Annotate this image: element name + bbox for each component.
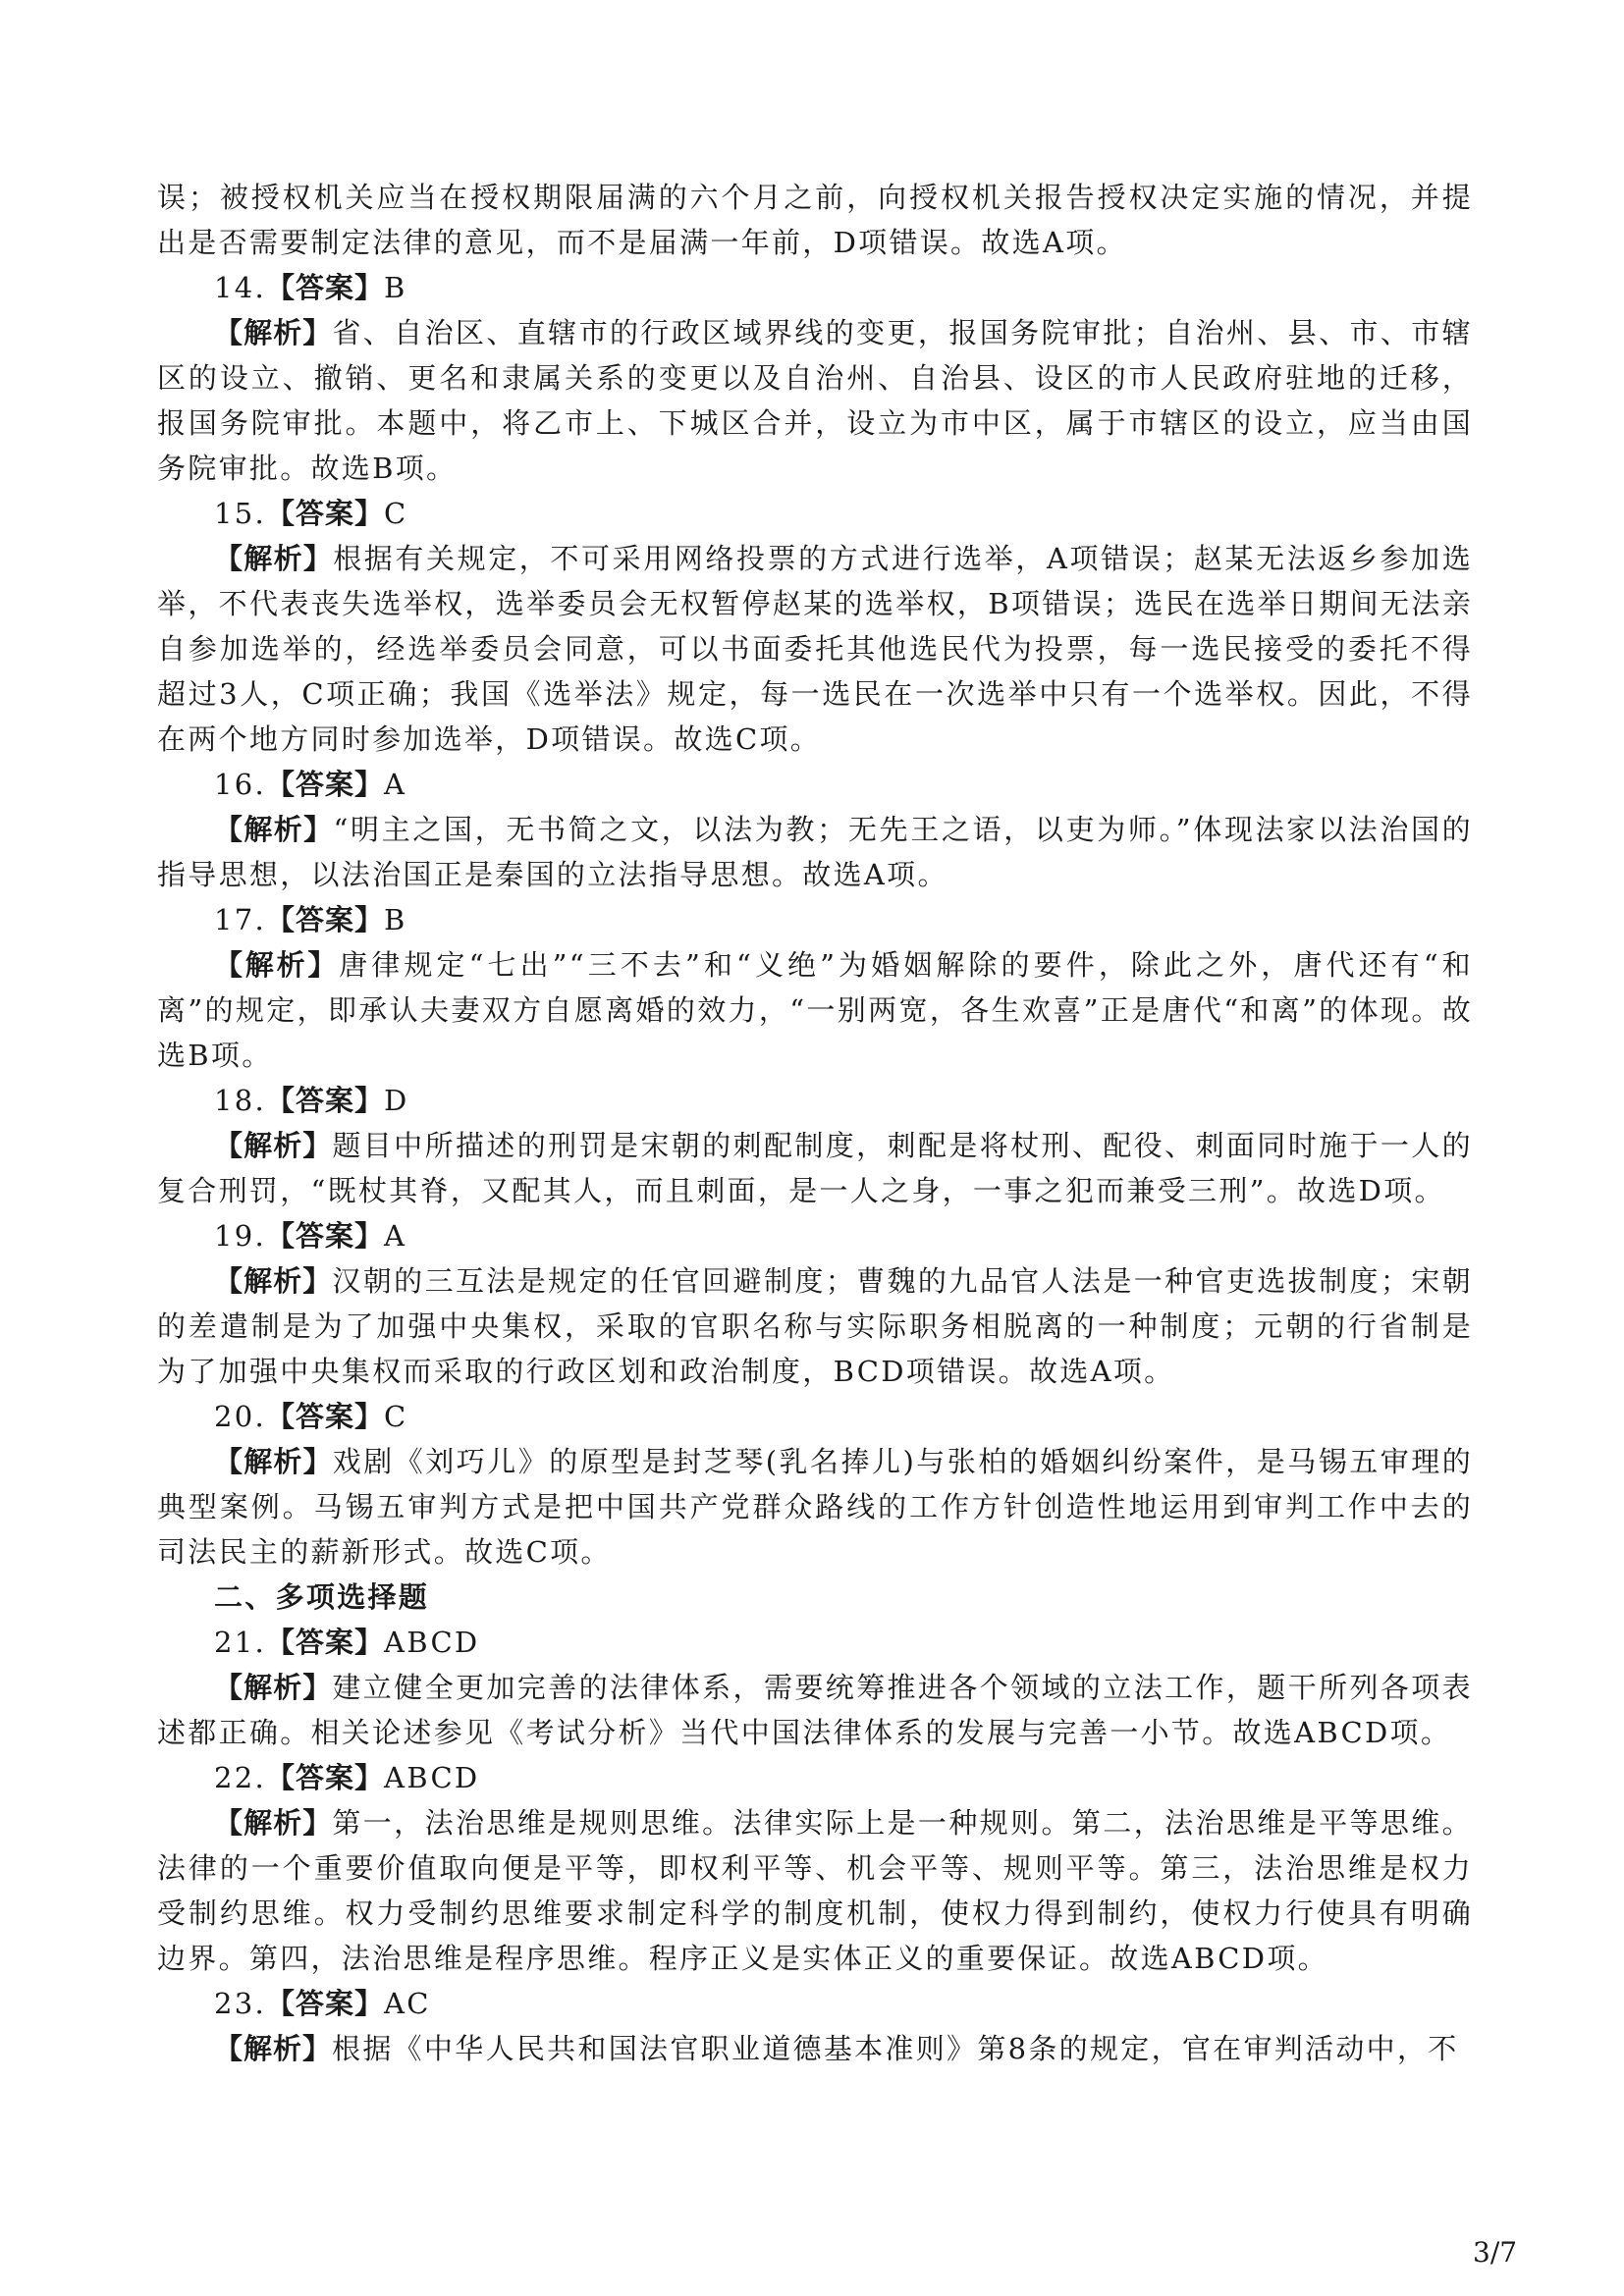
analysis-paragraph [157,2026,1473,2071]
analysis-paragraph [157,807,1473,897]
analysis-text: 建立健全更加完善的法律体系，需要统筹推进各个领域的立法工作，题干所列各项表述都正确。相关论述参见《考试分析》当代中国法律体系的发展与完善一小节。故选ABCD项。 [157,1671,1473,1749]
answer-value: C [384,497,408,530]
analysis-tag: 【解析】 [214,542,334,575]
answer-line [157,1078,1473,1123]
answer-num: 22. [214,1761,267,1794]
analysis-tag: 【解析】 [214,1806,333,1840]
analysis-text: 根据有关规定，不可采用网络投票的方式进行选举，A项错误；赵某无法返乡参加选举，不代表丧失选举权，选举委员会无权暂停赵某的选举权，B项错误；选民在选举日期间无法亲自参加选举的，经选举委员会同意，可以书面委托其他选民代为投票，每一选民接受的委托不得超过3人，C项正确；我国《选举法》规定，每一选民在一次选举中只有一个选举权。因此，不得在两个地方同时参加选举，D项错误。故选C项。 [157,542,1473,756]
answer-tag: 【答案】 [266,903,385,936]
analysis-text: 唐律规定“七出”“三不去”和“义绝”为婚姻解除的要件，除此之外，唐代还有“和离”的规定，即承认夫妻双方自愿离婚的效力，“一别两宽，各生欢喜”正是唐代“和离”的体现。故选B项。 [157,948,1473,1072]
analysis-text: “明主之国，无书简之文，以法为教；无先王之语，以吏为师。”体现法家以法治国的指导思想，以法治国正是秦国的立法指导思想。故选A项。 [157,813,1473,891]
answer-value: C [384,1400,408,1433]
answer-line [157,1394,1473,1439]
answer-tag: 【答案】 [266,1761,385,1794]
answer-value: AC [384,1987,431,2020]
answer-line [157,1755,1473,1800]
analysis-paragraph [157,1258,1473,1394]
answer-tag: 【答案】 [266,1400,385,1433]
analysis-paragraph [157,1665,1473,1755]
analysis-paragraph [157,310,1473,491]
answer-tag: 【答案】 [266,1626,385,1659]
answer-tag: 【答案】 [266,497,385,530]
answer-line [157,1620,1473,1665]
answer-num: 18. [214,1084,267,1117]
analysis-paragraph [157,1123,1473,1213]
answer-tag: 【答案】 [266,1219,385,1253]
answer-tag: 【答案】 [266,1987,385,2020]
answer-value: ABCD [384,1626,480,1659]
answer-line [157,762,1473,807]
answer-line [157,1213,1473,1258]
answer-line [157,265,1473,310]
analysis-paragraph [157,942,1473,1078]
answer-value: B [384,903,407,936]
answer-line [157,1981,1473,2026]
analysis-paragraph [157,1800,1473,1981]
page-number: 3/7 [1473,2236,1518,2269]
analysis-tag: 【解析】 [214,813,334,846]
section-heading: 二、多项选择题 [214,1580,430,1614]
analysis-tag: 【解析】 [214,1264,333,1298]
answer-num: 19. [214,1219,267,1253]
answer-line [157,491,1473,536]
analysis-text: 省、自治区、直辖市的行政区域界线的变更，报国务院审批；自治州、县、市、市辖区的设立、撤销、更名和隶属关系的变更以及自治州、自治县、设区的市人民政府驻地的迁移，报国务院审批。本题中，将乙市上、下城区合并，设立为市中区，属于市辖区的设立，应当由国务院审批。故选B项。 [157,316,1473,485]
continuation-paragraph [157,175,1473,265]
answer-num: 15. [214,497,267,530]
analysis-tag: 【解析】 [214,316,333,349]
answer-tag: 【答案】 [266,768,385,801]
answer-value: B [384,271,407,304]
answer-value: A [384,768,407,801]
analysis-text: 根据《中华人民共和国法官职业道德基本准则》第8条的规定，官在审判活动中，不 [332,2032,1459,2065]
analysis-paragraph [157,536,1473,762]
analysis-tag: 【解析】 [214,2032,333,2065]
analysis-text: 戏剧《刘巧儿》的原型是封芝琴(乳名捧儿)与张柏的婚姻纠纷案件，是马锡五审理的典型案例。马锡五审判方式是把中国共产党群众路线的工作方针创造性地运用到审判工作中去的司法民主的薪新形式。故选C项。 [157,1445,1473,1569]
answer-num: 23. [214,1987,267,2020]
paragraph-text: 误；被授权机关应当在授权期限届满的六个月之前，向授权机关报告授权决定实施的情况，并提出是否需要制定法律的意见，而不是届满一年前，D项错误。故选A项。 [157,181,1473,259]
analysis-paragraph [157,1439,1473,1575]
answer-num: 17. [214,903,267,936]
answer-tag: 【答案】 [266,271,385,304]
analysis-tag: 【解析】 [214,1671,333,1704]
answer-num: 14. [214,271,267,304]
answer-num: 21. [214,1626,267,1659]
document-body [157,175,1473,2071]
analysis-tag: 【解析】 [214,948,340,982]
analysis-tag: 【解析】 [214,1445,333,1478]
analysis-tag: 【解析】 [214,1129,333,1162]
analysis-text: 题目中所描述的刑罚是宋朝的刺配制度，刺配是将杖刑、配役、刺面同时施于一人的复合刑罚，“既杖其脊，又配其人，而且刺面，是一人之身，一事之犯而兼受三刑”。故选D项。 [157,1129,1473,1207]
answer-value: A [384,1219,407,1253]
answer-num: 20. [214,1400,267,1433]
analysis-text: 汉朝的三互法是规定的任官回避制度；曹魏的九品官人法是一种官吏选拔制度；宋朝的差遣制是为了加强中央集权，采取的官职名称与实际职务相脱离的一种制度；元朝的行省制是为了加强中央集权而采取的行政区划和政治制度，BCD项错误。故选A项。 [157,1264,1473,1388]
answer-value: D [384,1084,409,1117]
answer-tag: 【答案】 [266,1084,385,1117]
answer-value: ABCD [384,1761,480,1794]
analysis-text: 第一，法治思维是规则思维。法律实际上是一种规则。第二，法治思维是平等思维。法律的一个重要价值取向便是平等，即权利平等、机会平等、规则平等。第三，法治思维是权力受制约思维。权力受制约思维要求制定科学的制度机制，使权力得到制约，使权力行使具有明确边界。第四，法治思维是程序思维。程序正义是实体正义的重要保证。故选ABCD项。 [157,1806,1473,1975]
answer-num: 16. [214,768,267,801]
answer-line [157,897,1473,942]
